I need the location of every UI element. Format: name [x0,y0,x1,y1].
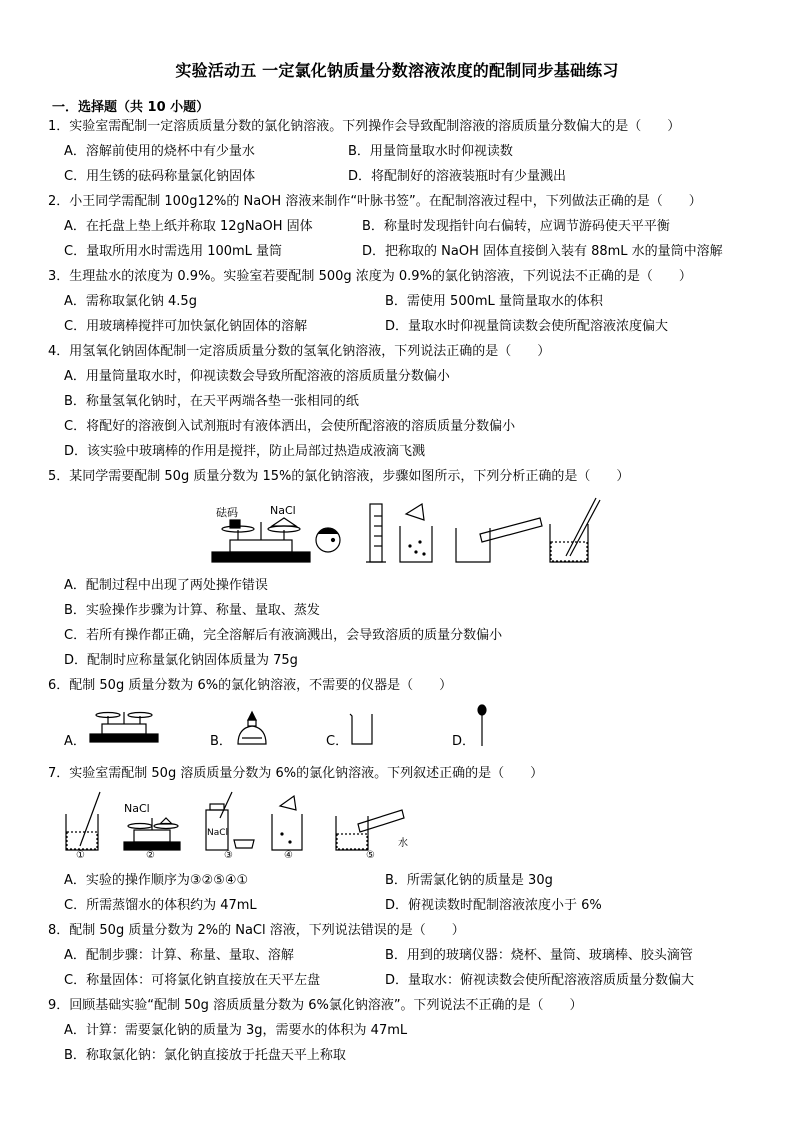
alcohol-lamp-icon [232,710,272,746]
question-7-steps-figure [62,788,422,864]
question-1-option-a: A．溶解前使用的烧杯中有少量水 [64,144,255,159]
step-3-label: ③ [224,850,233,861]
question-8-option-b: B．用到的玻璃仪器：烧杯、量筒、玻璃棒、胶头滴管 [385,948,693,963]
question-9-option-b: B．称取氯化钠：氯化钠直接放于托盘天平上称取 [64,1048,346,1063]
nacl-label-balance: NaCl [124,802,150,815]
question-4-option-d: D．该实验中玻璃棒的作用是搅拌，防止局部过热造成液滴飞溅 [64,444,426,459]
question-4-option-b: B．称量氢氧化钠时，在天平两端各垫一张相同的纸 [64,394,359,409]
question-6-stem: 6．配制 50g 质量分数为 6%的氯化钠溶液，不需要的仪器是（ ） [48,678,453,693]
step-1-label: ① [76,850,85,861]
page-title: 实验活动五 一定氯化钠质量分数溶液浓度的配制同步基础练习 [175,61,619,80]
question-2-option-a: A．在托盘上垫上纸并称取 12gNaOH 固体 [64,219,313,234]
question-2-option-d: D．把称取的 NaOH 固体直接倒入装有 88mL 水的量筒中溶解 [362,244,723,259]
question-4-option-c: C．将配好的溶液倒入试剂瓶时有液体洒出，会使所配溶液的溶质质量分数偏小 [64,419,516,434]
nacl-label-bottle: NaCl [207,828,229,838]
question-5-option-a: A．配制过程中出现了两处操作错误 [64,578,268,593]
question-8-option-a: A．配制步骤：计算、称量、量取、溶解 [64,948,294,963]
question-3-option-d: D．量取水时仰视量筒读数会使所配溶液浓度偏大 [385,319,669,334]
step-4-label: ④ [284,850,293,861]
question-4-option-a: A．用量筒量取水时，仰视读数会导致所配溶液的溶质质量分数偏小 [64,369,450,384]
question-5-option-d: D．配制时应称量氯化钠固体质量为 75g [64,653,298,668]
balance-icon [88,708,160,744]
question-3-option-a: A．需称取氯化钠 4.5g [64,294,197,309]
question-1-option-b: B．用量筒量取水时仰视读数 [348,144,513,159]
question-6-option-c: C． [326,734,349,749]
question-7-stem: 7．实验室需配制 50g 溶质质量分数为 6%的氯化钠溶液。下列叙述正确的是（ ） [48,766,544,781]
question-7-option-b: B．所需氯化钠的质量是 30g [385,873,553,888]
question-1-option-c: C．用生锈的砝码称量氯化钠固体 [64,169,256,184]
question-6-option-b: B． [210,734,232,749]
question-8-stem: 8．配制 50g 质量分数为 2%的 NaCl 溶液，下列说法错误的是（ ） [48,923,465,938]
step-2-label: ② [146,850,155,861]
question-9-option-a: A．计算：需要氯化钠的质量为 3g，需要水的体积为 47mL [64,1023,408,1038]
question-3-option-b: B．需使用 500mL 量筒量取水的体积 [385,294,603,309]
water-label: 水 [398,838,408,849]
question-5-option-c: C．若所有操作都正确，完全溶解后有液滴溅出，会导致溶质的质量分数偏小 [64,628,503,643]
question-7-option-c: C．所需蒸馏水的体积约为 47mL [64,898,257,913]
question-1-stem: 1．实验室需配制一定溶质质量分数的氯化钠溶液。下列操作会导致配制溶液的溶质质量分数偏大的是（ ） [48,119,681,134]
question-3-option-c: C．用玻璃棒搅拌可加快氯化钠固体的溶解 [64,319,308,334]
question-4-stem: 4．用氢氧化钠固体配制一定溶质质量分数的氢氧化钠溶液，下列说法正确的是（ ） [48,344,551,359]
question-3-stem: 3．生理盐水的浓度为 0.9%。实验室若要配制 500g 浓度为 0.9%的氯化钠溶液，下列说法不正确的是（ ） [48,269,692,284]
question-5-option-b: B．实验操作步骤为计算、称量、量取、蒸发 [64,603,320,618]
question-5-stem: 5．某同学需要配制 50g 质量分数为 15%的氯化钠溶液，步骤如图所示，下列分析正确的是（ ） [48,469,630,484]
question-7-option-a: A．实验的操作顺序为③②⑤④① [64,873,249,888]
nacl-label: NaCl [270,504,296,517]
question-6-option-a: A． [64,734,86,749]
question-2-option-c: C．量取所用水时需选用 100mL 量筒 [64,244,283,259]
dropper-icon [474,704,490,748]
question-7-option-d: D．俯视读数时配制溶液浓度小于 6% [385,898,602,913]
question-5-procedure-figure [210,496,610,568]
question-2-option-b: B．称量时发现指针向右偏转，应调节游码使天平平衡 [362,219,670,234]
question-6-option-d: D． [452,734,476,749]
step-5-label: ⑤ [366,850,375,861]
weight-label: 砝码 [216,506,238,519]
question-8-option-d: D．量取水：俯视读数会使所配溶液溶质质量分数偏大 [385,973,695,988]
question-1-option-d: D．将配制好的溶液装瓶时有少量溅出 [348,169,567,184]
question-8-option-c: C．称量固体：可将氯化钠直接放在天平左盘 [64,973,321,988]
beaker-icon [348,712,374,746]
question-9-stem: 9．回顾基础实验“配制 50g 溶质质量分数为 6%氯化钠溶液”。下列说法不正确的是（ ） [48,998,583,1013]
section-heading: 一．选择题（共 10 小题） [52,100,210,115]
question-2-stem: 2．小王同学需配制 100g12%的 NaOH 溶液来制作“叶脉书签”。在配制溶液过程中，下列做法正确的是（ ） [48,194,702,209]
